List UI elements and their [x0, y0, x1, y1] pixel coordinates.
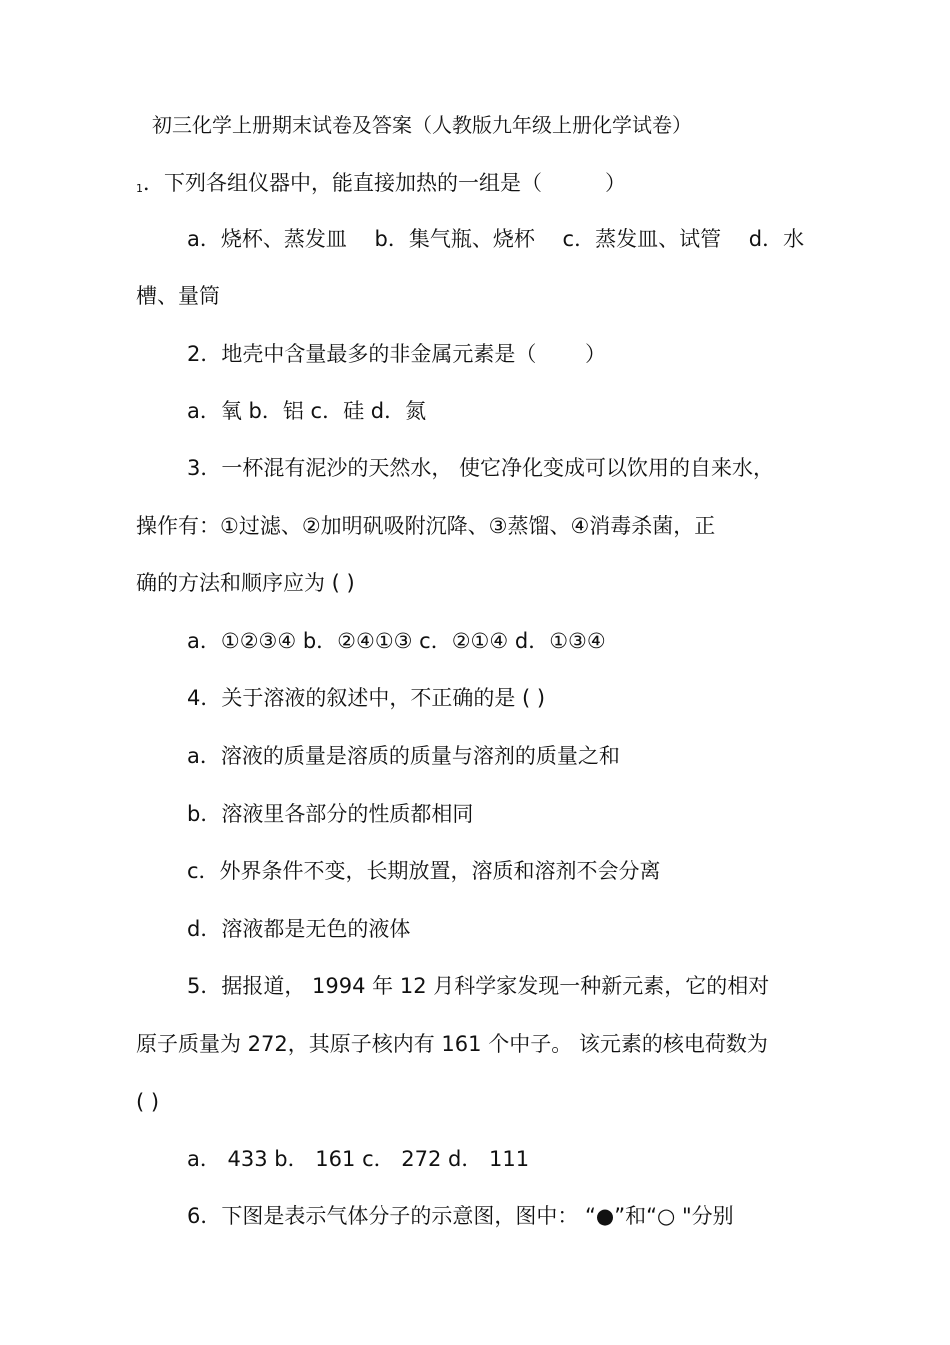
question-1-text: ．下列各组仪器中，能直接加热的一组是（ ） [143, 171, 626, 195]
question-1-options-continued: 槽、量筒 [136, 284, 220, 308]
question-1-stem [136, 168, 626, 204]
question-5-options: a． 433 b． 161 c． 272 d． 111 [187, 1147, 530, 1171]
question-4-stem: 4．关于溶液的叙述中，不正确的是 ( ) [187, 686, 546, 710]
question-2-options: a．氧 b．铝 c．硅 d．氮 [187, 399, 427, 423]
question-1-options: a．烧杯、蒸发皿 b．集气瓶、烧杯 c．蒸发皿、试管 d．水 [187, 227, 805, 251]
question-4-option-b: b．溶液里各部分的性质都相同 [187, 802, 474, 826]
question-3-stem-continued: 操作有：①过滤、②加明矾吸附沉降、③蒸馏、④消毒杀菌，正 [136, 514, 716, 538]
question-4-option-a: a．溶液的质量是溶质的质量与溶剂的质量之和 [187, 744, 620, 768]
question-3-options: a．①②③④ b．②④①③ c．②①④ d．①③④ [187, 629, 606, 653]
question-5-stem: 5．据报道， 1994 年 12 月科学家发现一种新元素，它的相对 [187, 974, 770, 998]
page-title: 初三化学上册期末试卷及答案（人教版九年级上册化学试卷） [152, 113, 692, 137]
question-2-stem: 2．地壳中含量最多的非金属元素是（ ） [187, 342, 607, 366]
question-1-number: 1 [136, 182, 143, 195]
question-3-stem: 3．一杯混有泥沙的天然水， 使它净化变成可以饮用的自来水， [187, 456, 775, 480]
question-6-stem: 6．下图是表示气体分子的示意图，图中： “●”和“○ "分别 [187, 1204, 734, 1228]
question-3-stem-end: 确的方法和顺序应为 ( ) [136, 571, 355, 595]
question-4-option-c: c．外界条件不变，长期放置，溶质和溶剂不会分离 [187, 859, 661, 883]
question-5-stem-continued: 原子质量为 272，其原子核内有 161 个中子。 该元素的核电荷数为 [136, 1032, 768, 1056]
question-4-option-d: d．溶液都是无色的液体 [187, 917, 411, 941]
question-5-stem-end: ( ) [136, 1090, 160, 1114]
